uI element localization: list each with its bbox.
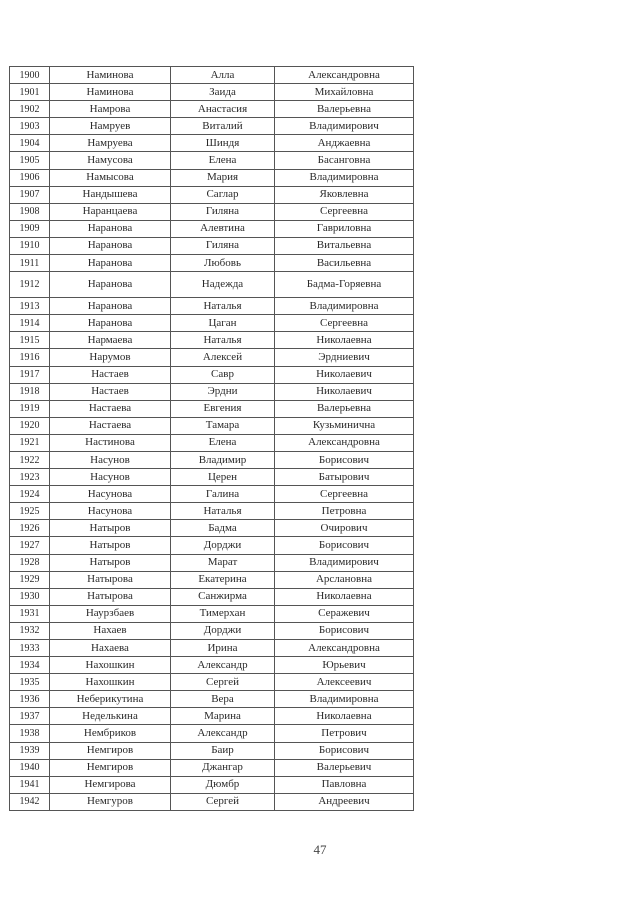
patronymic-cell: Борисович (275, 742, 414, 759)
patronymic-cell: Николаевна (275, 588, 414, 605)
first-name-cell: Дорджи (171, 622, 275, 639)
surname-cell: Нахошкин (50, 657, 171, 674)
surname-cell: Наранова (50, 237, 171, 254)
table-row (10, 640, 414, 657)
patronymic-cell: Петрович (275, 725, 414, 742)
surname-cell: Наурзбаев (50, 605, 171, 622)
table-row (10, 135, 414, 152)
table-row (10, 520, 414, 537)
record-number-cell: 1925 (10, 503, 50, 520)
table-row (10, 298, 414, 315)
patronymic-cell: Кузьминична (275, 417, 414, 434)
surname-cell: Наранова (50, 315, 171, 332)
first-name-cell: Александр (171, 657, 275, 674)
patronymic-cell: Владимировна (275, 169, 414, 186)
surname-cell: Немгирова (50, 776, 171, 793)
record-number-cell: 1939 (10, 742, 50, 759)
first-name-cell: Шиндя (171, 135, 275, 152)
record-number-cell: 1940 (10, 759, 50, 776)
surname-cell: Намруев (50, 118, 171, 135)
record-number-cell: 1916 (10, 349, 50, 366)
record-number-cell: 1930 (10, 588, 50, 605)
record-number-cell: 1906 (10, 169, 50, 186)
first-name-cell: Гиляна (171, 203, 275, 220)
first-name-cell: Сергей (171, 674, 275, 691)
table-row (10, 469, 414, 486)
patronymic-cell: Алексеевич (275, 674, 414, 691)
surname-cell: Немгиров (50, 742, 171, 759)
patronymic-cell: Батырович (275, 469, 414, 486)
first-name-cell: Ирина (171, 640, 275, 657)
first-name-cell: Марат (171, 554, 275, 571)
record-number-cell: 1904 (10, 135, 50, 152)
surname-cell: Натырова (50, 588, 171, 605)
record-number-cell: 1909 (10, 220, 50, 237)
first-name-cell: Мария (171, 169, 275, 186)
patronymic-cell: Владимировна (275, 298, 414, 315)
table-row (10, 708, 414, 725)
surname-cell: Насунова (50, 503, 171, 520)
first-name-cell: Александр (171, 725, 275, 742)
patronymic-cell: Бадма-Горяевна (275, 272, 414, 298)
record-number-cell: 1913 (10, 298, 50, 315)
table-row (10, 622, 414, 639)
surname-cell: Настаева (50, 417, 171, 434)
surname-cell: Наранова (50, 255, 171, 272)
patronymic-cell: Анджаевна (275, 135, 414, 152)
surname-cell: Нандышева (50, 186, 171, 203)
table-row (10, 84, 414, 101)
surname-cell: Наранова (50, 220, 171, 237)
patronymic-cell: Борисович (275, 537, 414, 554)
surname-cell: Наминова (50, 84, 171, 101)
surname-cell: Немгуров (50, 793, 171, 810)
patronymic-cell: Сергеевна (275, 486, 414, 503)
table-row (10, 101, 414, 118)
first-name-cell: Санжирма (171, 588, 275, 605)
record-number-cell: 1920 (10, 417, 50, 434)
surname-cell: Намусова (50, 152, 171, 169)
surname-cell: Насунов (50, 451, 171, 468)
record-number-cell: 1918 (10, 383, 50, 400)
first-name-cell: Владимир (171, 451, 275, 468)
first-name-cell: Наталья (171, 503, 275, 520)
patronymic-cell: Владимирович (275, 554, 414, 571)
table-row (10, 503, 414, 520)
table-row (10, 776, 414, 793)
table-row (10, 759, 414, 776)
table-row (10, 742, 414, 759)
record-number-cell: 1907 (10, 186, 50, 203)
surname-cell: Наранова (50, 272, 171, 298)
first-name-cell: Евгения (171, 400, 275, 417)
patronymic-cell: Арслановна (275, 571, 414, 588)
first-name-cell: Алла (171, 67, 275, 84)
roster-table (9, 66, 414, 811)
surname-cell: Нахаева (50, 640, 171, 657)
first-name-cell: Саглар (171, 186, 275, 203)
surname-cell: Настаева (50, 400, 171, 417)
table-row (10, 152, 414, 169)
patronymic-cell: Сергеевна (275, 315, 414, 332)
surname-cell: Наминова (50, 67, 171, 84)
surname-cell: Наранова (50, 298, 171, 315)
patronymic-cell: Владимировна (275, 691, 414, 708)
first-name-cell: Любовь (171, 255, 275, 272)
table-row (10, 220, 414, 237)
patronymic-cell: Николаевна (275, 332, 414, 349)
first-name-cell: Тамара (171, 417, 275, 434)
surname-cell: Натыров (50, 520, 171, 537)
surname-cell: Нембриков (50, 725, 171, 742)
patronymic-cell: Николаевна (275, 708, 414, 725)
table-row (10, 554, 414, 571)
surname-cell: Намысова (50, 169, 171, 186)
first-name-cell: Марина (171, 708, 275, 725)
record-number-cell: 1901 (10, 84, 50, 101)
surname-cell: Натыров (50, 537, 171, 554)
record-number-cell: 1917 (10, 366, 50, 383)
first-name-cell: Виталий (171, 118, 275, 135)
record-number-cell: 1928 (10, 554, 50, 571)
patronymic-cell: Александровна (275, 67, 414, 84)
table-row (10, 366, 414, 383)
record-number-cell: 1911 (10, 255, 50, 272)
table-row (10, 255, 414, 272)
first-name-cell: Надежда (171, 272, 275, 298)
table-row (10, 725, 414, 742)
first-name-cell: Эрдни (171, 383, 275, 400)
patronymic-cell: Владимирович (275, 118, 414, 135)
patronymic-cell: Александровна (275, 434, 414, 451)
patronymic-cell: Витальевна (275, 237, 414, 254)
first-name-cell: Церен (171, 469, 275, 486)
first-name-cell: Дюмбр (171, 776, 275, 793)
surname-cell: Нармаева (50, 332, 171, 349)
patronymic-cell: Серажевич (275, 605, 414, 622)
patronymic-cell: Очирович (275, 520, 414, 537)
table-row (10, 434, 414, 451)
table-row (10, 67, 414, 84)
first-name-cell: Елена (171, 152, 275, 169)
patronymic-cell: Александровна (275, 640, 414, 657)
surname-cell: Намруева (50, 135, 171, 152)
patronymic-cell: Валерьевна (275, 101, 414, 118)
patronymic-cell: Валерьевна (275, 400, 414, 417)
table-row (10, 383, 414, 400)
patronymic-cell: Васильевна (275, 255, 414, 272)
table-row (10, 674, 414, 691)
record-number-cell: 1941 (10, 776, 50, 793)
surname-cell: Настаев (50, 366, 171, 383)
record-number-cell: 1902 (10, 101, 50, 118)
first-name-cell: Гиляна (171, 237, 275, 254)
patronymic-cell: Гавриловна (275, 220, 414, 237)
first-name-cell: Алексей (171, 349, 275, 366)
surname-cell: Неберикутина (50, 691, 171, 708)
patronymic-cell: Яковлевна (275, 186, 414, 203)
roster-body (10, 67, 414, 811)
surname-cell: Намрова (50, 101, 171, 118)
record-number-cell: 1942 (10, 793, 50, 810)
table-row (10, 486, 414, 503)
first-name-cell: Тимерхан (171, 605, 275, 622)
record-number-cell: 1900 (10, 67, 50, 84)
record-number-cell: 1924 (10, 486, 50, 503)
patronymic-cell: Борисович (275, 622, 414, 639)
record-number-cell: 1936 (10, 691, 50, 708)
surname-cell: Настинова (50, 434, 171, 451)
first-name-cell: Савр (171, 366, 275, 383)
table-row (10, 657, 414, 674)
record-number-cell: 1937 (10, 708, 50, 725)
patronymic-cell: Петровна (275, 503, 414, 520)
patronymic-cell: Николаевич (275, 366, 414, 383)
record-number-cell: 1912 (10, 272, 50, 298)
table-row (10, 169, 414, 186)
table-row (10, 237, 414, 254)
record-number-cell: 1905 (10, 152, 50, 169)
surname-cell: Настаев (50, 383, 171, 400)
patronymic-cell: Павловна (275, 776, 414, 793)
patronymic-cell: Андреевич (275, 793, 414, 810)
table-row (10, 349, 414, 366)
first-name-cell: Сергей (171, 793, 275, 810)
patronymic-cell: Валерьевич (275, 759, 414, 776)
surname-cell: Наранцаева (50, 203, 171, 220)
patronymic-cell: Борисович (275, 451, 414, 468)
first-name-cell: Наталья (171, 298, 275, 315)
record-number-cell: 1931 (10, 605, 50, 622)
first-name-cell: Екатерина (171, 571, 275, 588)
table-row (10, 793, 414, 810)
patronymic-cell: Басанговна (275, 152, 414, 169)
table-row (10, 332, 414, 349)
surname-cell: Натыров (50, 554, 171, 571)
first-name-cell: Анастасия (171, 101, 275, 118)
record-number-cell: 1934 (10, 657, 50, 674)
record-number-cell: 1933 (10, 640, 50, 657)
patronymic-cell: Эрдниевич (275, 349, 414, 366)
first-name-cell: Елена (171, 434, 275, 451)
table-row (10, 203, 414, 220)
surname-cell: Нарумов (50, 349, 171, 366)
record-number-cell: 1919 (10, 400, 50, 417)
table-row (10, 272, 414, 298)
surname-cell: Немгиров (50, 759, 171, 776)
table-row (10, 451, 414, 468)
first-name-cell: Баир (171, 742, 275, 759)
record-number-cell: 1908 (10, 203, 50, 220)
patronymic-cell: Николаевич (275, 383, 414, 400)
record-number-cell: 1932 (10, 622, 50, 639)
record-number-cell: 1914 (10, 315, 50, 332)
first-name-cell: Джангар (171, 759, 275, 776)
surname-cell: Нахошкин (50, 674, 171, 691)
surname-cell: Насунова (50, 486, 171, 503)
record-number-cell: 1929 (10, 571, 50, 588)
table-row (10, 588, 414, 605)
surname-cell: Нахаев (50, 622, 171, 639)
first-name-cell: Вера (171, 691, 275, 708)
record-number-cell: 1935 (10, 674, 50, 691)
table-row (10, 571, 414, 588)
record-number-cell: 1938 (10, 725, 50, 742)
patronymic-cell: Юрьевич (275, 657, 414, 674)
first-name-cell: Галина (171, 486, 275, 503)
record-number-cell: 1927 (10, 537, 50, 554)
table-row (10, 691, 414, 708)
first-name-cell: Дорджи (171, 537, 275, 554)
record-number-cell: 1926 (10, 520, 50, 537)
table-row (10, 417, 414, 434)
table-row (10, 537, 414, 554)
record-number-cell: 1915 (10, 332, 50, 349)
table-row (10, 605, 414, 622)
surname-cell: Натырова (50, 571, 171, 588)
record-number-cell: 1922 (10, 451, 50, 468)
first-name-cell: Цаган (171, 315, 275, 332)
record-number-cell: 1910 (10, 237, 50, 254)
page-number: 47 (313, 842, 327, 857)
first-name-cell: Бадма (171, 520, 275, 537)
record-number-cell: 1923 (10, 469, 50, 486)
record-number-cell: 1903 (10, 118, 50, 135)
first-name-cell: Заида (171, 84, 275, 101)
table-row (10, 400, 414, 417)
first-name-cell: Алевтина (171, 220, 275, 237)
surname-cell: Насунов (50, 469, 171, 486)
record-number-cell: 1921 (10, 434, 50, 451)
surname-cell: Неделькина (50, 708, 171, 725)
table-row (10, 186, 414, 203)
patronymic-cell: Сергеевна (275, 203, 414, 220)
patronymic-cell: Михайловна (275, 84, 414, 101)
table-row (10, 118, 414, 135)
table-row (10, 315, 414, 332)
first-name-cell: Наталья (171, 332, 275, 349)
